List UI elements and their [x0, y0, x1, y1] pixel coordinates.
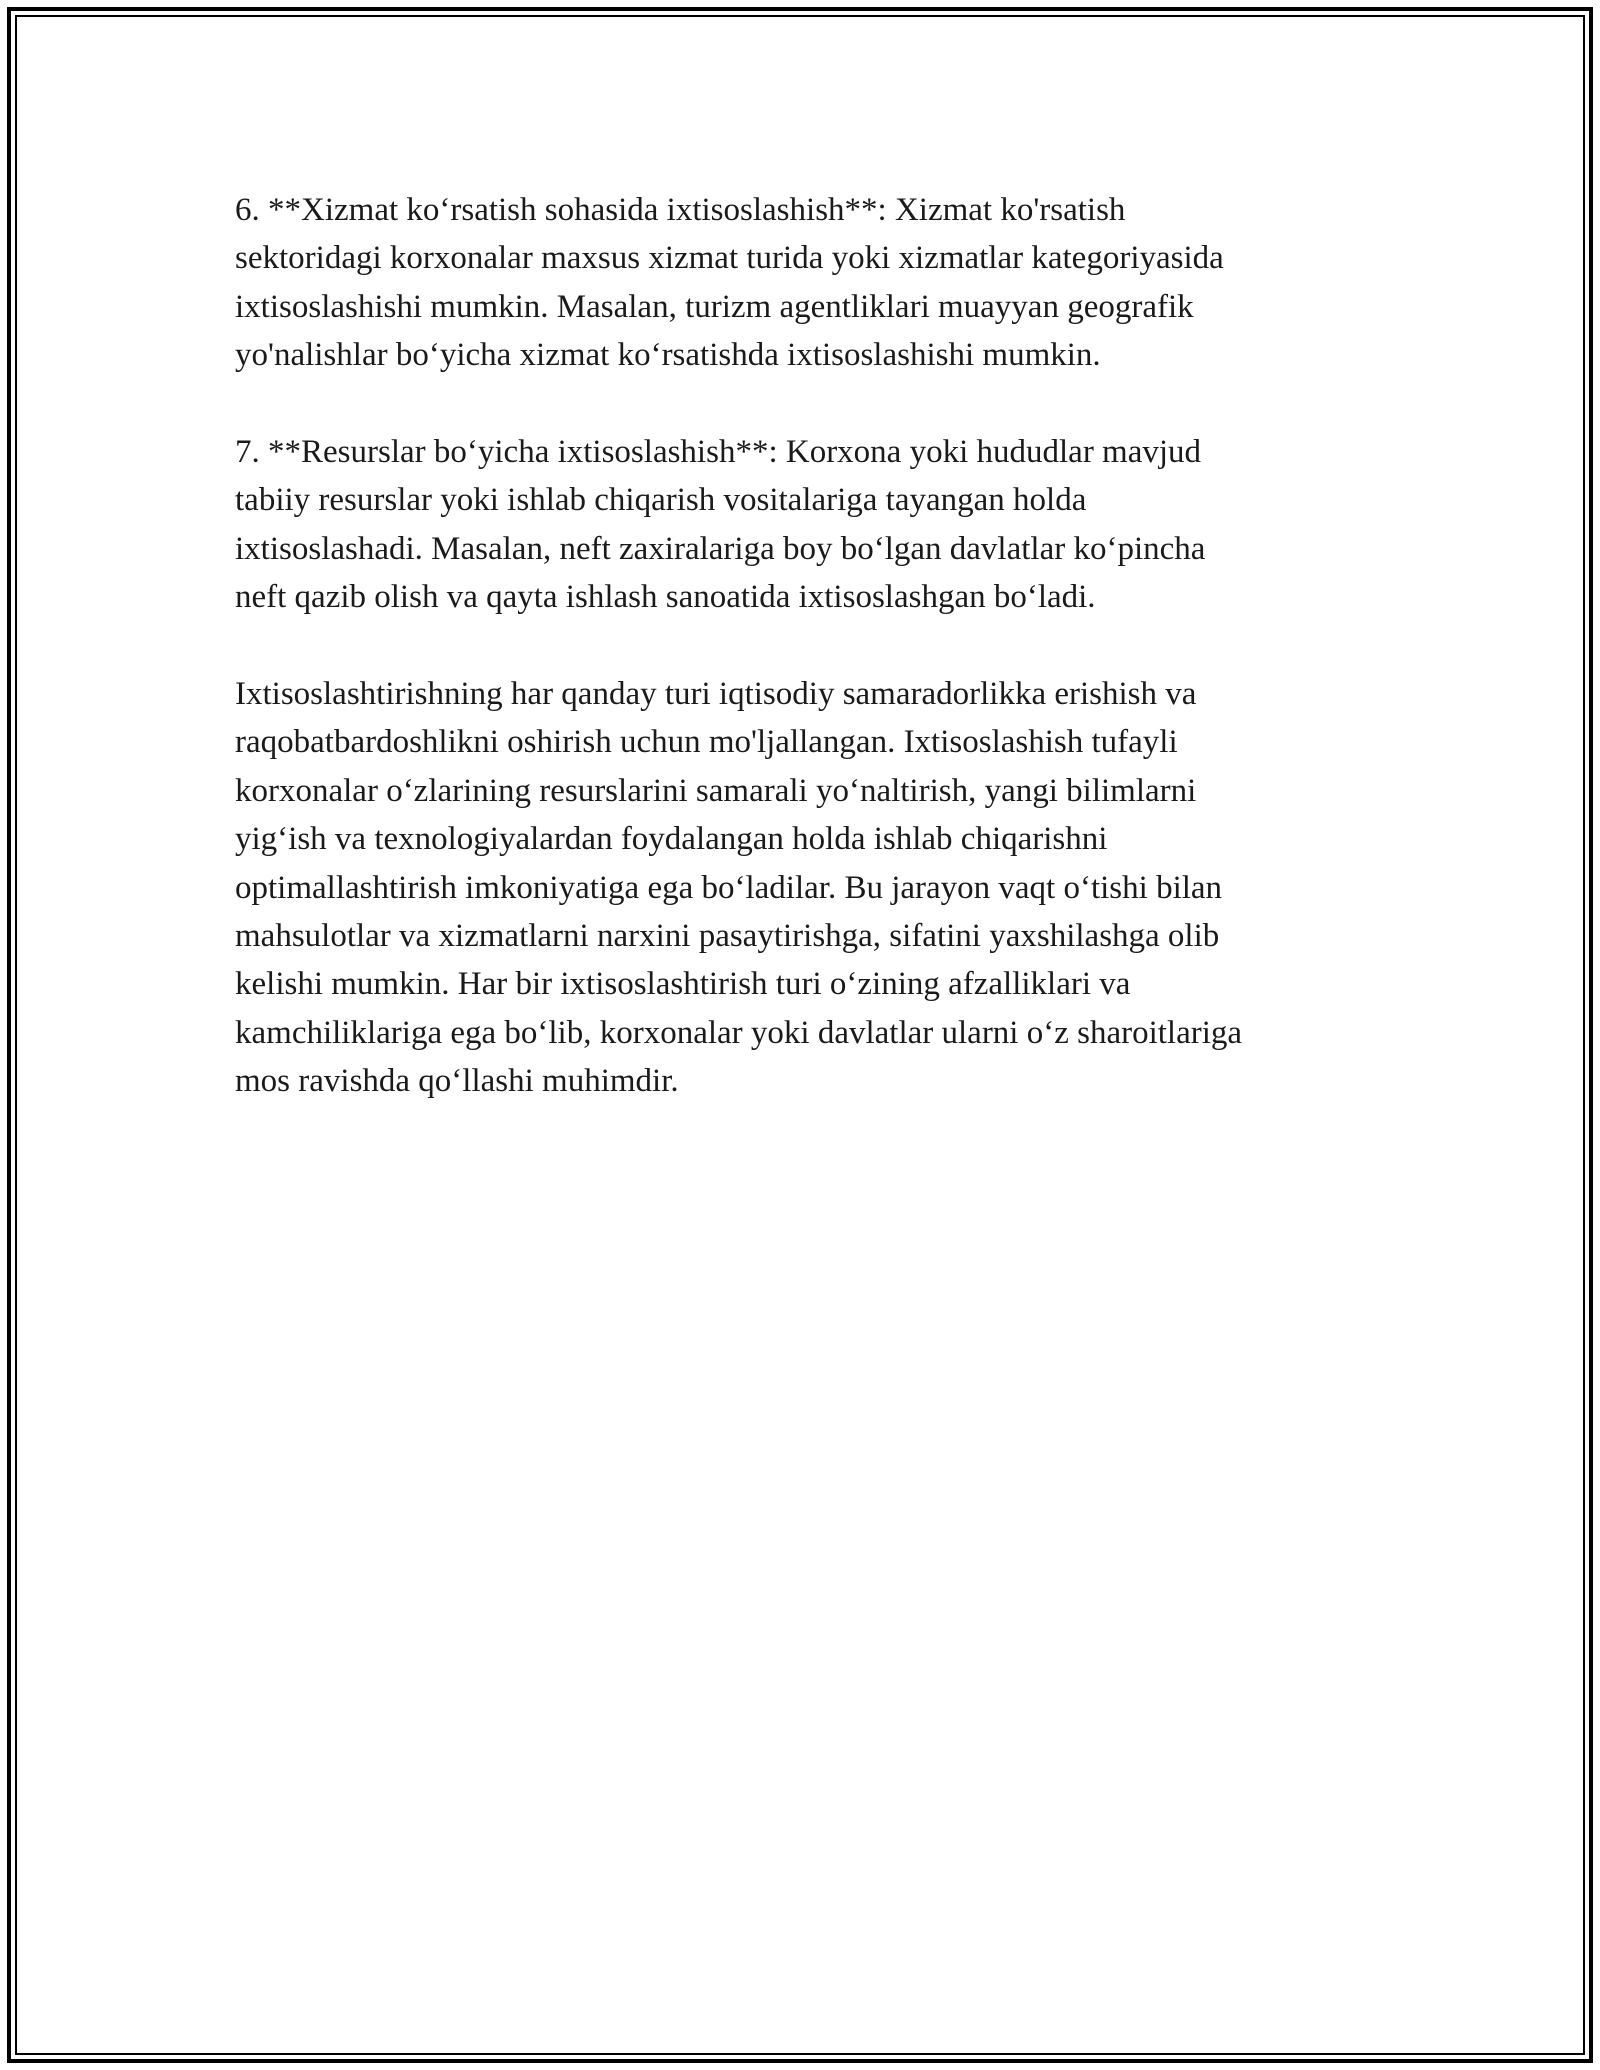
document-body [235, 186, 1375, 1154]
paragraph-resource-specialization: 7. **Resurslar bo‘yicha ixtisoslashish**: Korxona yoki hududlar mavjud tabiiy resurslar yoki ishlab chiqarish vositalariga tayangan holda ixtisoslashadi. Masalan, neft zaxiralariga boy bo‘lgan davlatlar ko‘pincha neft qazib olish va qayta ishlash sanoatida ixtisoslashgan bo‘ladi. [235, 434, 1206, 616]
paragraph-conclusion: Ixtisoslashtirishning har qanday turi iqtisodiy samaradorlikka erishish va raqobatbardoshlikni oshirish uchun mo'ljallangan. Ixtisoslashish tufayli korxonalar o‘zlarining resurslarini samarali yo‘naltirish, yangi bilimlarni yig‘ish va texnologiyalardan foydalangan holda ishlab chiqarishni optimallashtirish imkoniyatiga ega bo‘ladilar. Bu jarayon vaqt o‘tishi bilan mahsulotlar va xizmatlarni narxini pasaytirishga, sifatini yaxshilashga olib kelishi mumkin. Har bir ixtisoslashtirish turi o‘zining afzalliklari va kamchiliklariga ega bo‘lib, korxonalar yoki davlatlar ularni o‘z sharoitlariga mos ravishda qo‘llashi muhimdir. [235, 676, 1243, 1100]
paragraph-service-specialization: 6. **Xizmat ko‘rsatish sohasida ixtisoslashish**: Xizmat ko'rsatish sektoridagi korxonalar maxsus xizmat turida yoki xizmatlar kategoriyasida ixtisoslashishi mumkin. Masalan, turizm agentliklari muayyan geografik yo'nalishlar bo‘yicha xizmat ko‘rsatishda ixtisoslashishi mumkin. [235, 192, 1224, 374]
